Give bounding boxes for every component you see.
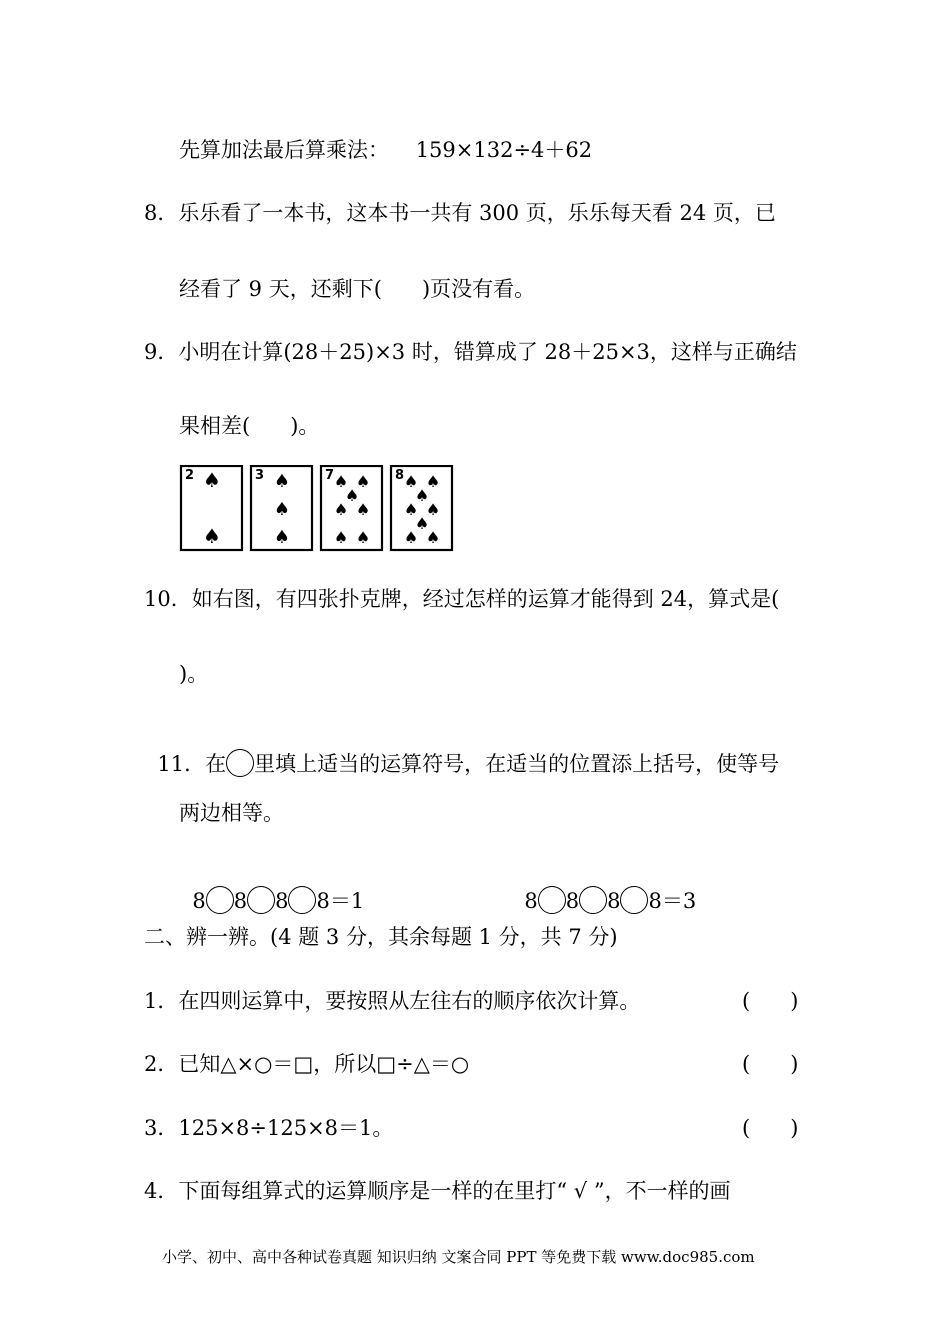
card-8-of-spades <box>391 466 452 550</box>
card-rank: 2 <box>185 468 195 483</box>
bracket-open: ( <box>742 1116 751 1140</box>
equation-left <box>179 860 364 914</box>
question-8-line2: 经看了 9 天，还剩下( )页没有看。 <box>179 277 536 301</box>
equation-digit: 8 <box>192 889 206 913</box>
equation-result: ＝3 <box>661 889 697 913</box>
question-11-prefix: 11．在 <box>157 752 227 776</box>
equation-digit: 8 <box>648 889 662 913</box>
equation-result: ＝1 <box>329 889 365 913</box>
card-rank: 7 <box>325 468 335 483</box>
judge-item-4: 4．下面每组算式的运算顺序是一样的在里打“ √ ”，不一样的画 <box>144 1179 731 1203</box>
answer-bracket-2[interactable] <box>742 1051 798 1077</box>
operator-circle-icon[interactable] <box>579 886 607 914</box>
spade-icon: ♠ <box>203 524 221 548</box>
answer-bracket-1[interactable] <box>742 988 798 1014</box>
question-11-line2: 两边相等。 <box>179 801 284 825</box>
bracket-close: ) <box>790 1116 799 1140</box>
answer-bracket-3[interactable] <box>742 1115 798 1141</box>
spade-icon: ♠ <box>403 472 419 491</box>
operator-circle-icon[interactable] <box>538 886 566 914</box>
spade-icon: ♠ <box>333 528 349 547</box>
equation-right <box>511 860 696 914</box>
spade-icon: ♠ <box>414 514 430 533</box>
spade-icon: ♠ <box>344 486 360 505</box>
spade-icon: ♠ <box>355 472 371 491</box>
spade-icon: ♠ <box>203 468 221 492</box>
spade-icon: ♠ <box>403 500 419 519</box>
section-2-heading: 二、辨一辨。(4 题 3 分，其余每题 1 分，共 7 分) <box>144 925 618 949</box>
playing-cards-figure <box>179 465 454 553</box>
equation-digit: 8 <box>233 889 248 913</box>
spade-icon: ♠ <box>273 499 291 520</box>
card-rank: 3 <box>255 468 265 483</box>
spade-icon: ♠ <box>333 472 349 491</box>
question-8-line1: 8．乐乐看了一本书，这本书一共有 300 页，乐乐每天看 24 页，已 <box>144 201 776 225</box>
spade-icon: ♠ <box>414 486 430 505</box>
equation-digit: 8 <box>565 889 580 913</box>
operator-circle-icon[interactable] <box>620 886 648 914</box>
spade-icon: ♠ <box>403 528 419 547</box>
spade-icon: ♠ <box>333 500 349 519</box>
bracket-open: ( <box>742 1052 751 1076</box>
spade-icon: ♠ <box>425 472 441 491</box>
card-rank: 8 <box>395 468 405 483</box>
card-7-of-spades <box>321 466 382 550</box>
bracket-open: ( <box>742 989 751 1013</box>
operator-circle-icon[interactable] <box>288 886 316 914</box>
judge-item-3: 3．125×8÷125×8＝1。 <box>144 1116 394 1140</box>
operator-circle-icon[interactable] <box>247 886 275 914</box>
judge-item-1: 1．在四则运算中，要按照从左往右的顺序依次计算。 <box>144 989 641 1013</box>
equation-digit: 8 <box>275 889 289 913</box>
question-10-line1: 10．如右图，有四张扑克牌，经过怎样的运算才能得到 24，算式是( <box>144 587 780 611</box>
operator-circle-icon <box>226 749 254 777</box>
question-11-suffix: 里填上适当的运算符号，在适当的位置添上括号，使等号 <box>254 752 780 776</box>
bracket-close: ) <box>790 989 799 1013</box>
question-9-line2: 果相差( )。 <box>179 414 320 438</box>
equation-digit: 8 <box>524 889 538 913</box>
spade-icon: ♠ <box>355 528 371 547</box>
judge-item-2: 2．已知△×○＝□，所以□÷△＝○ <box>144 1052 470 1076</box>
question-9-line1: 9．小明在计算(28＋25)×3 时，错算成了 28＋25×3，这样与正确结 <box>144 340 797 364</box>
spade-icon: ♠ <box>273 471 291 492</box>
spade-icon: ♠ <box>425 528 441 547</box>
footer-text: 小学、初中、高中各种试卷真题 知识归纳 文案合同 PPT 等免费下载 www.doc985.com <box>162 1248 755 1266</box>
spade-icon: ♠ <box>425 500 441 519</box>
equation-digit: 8 <box>316 889 330 913</box>
question-11-line1 <box>144 723 779 777</box>
spade-icon: ♠ <box>355 500 371 519</box>
operator-circle-icon[interactable] <box>206 886 234 914</box>
line-q7-priority: 先算加法最后算乘法： 159×132÷4＋62 <box>179 138 593 162</box>
bracket-close: ) <box>790 1052 799 1076</box>
equation-digit: 8 <box>607 889 621 913</box>
page-footer <box>0 1246 950 1267</box>
card-2-of-spades <box>181 466 242 550</box>
card-3-of-spades <box>251 466 312 550</box>
spade-icon: ♠ <box>273 527 291 548</box>
question-10-line2: )。 <box>179 662 209 686</box>
